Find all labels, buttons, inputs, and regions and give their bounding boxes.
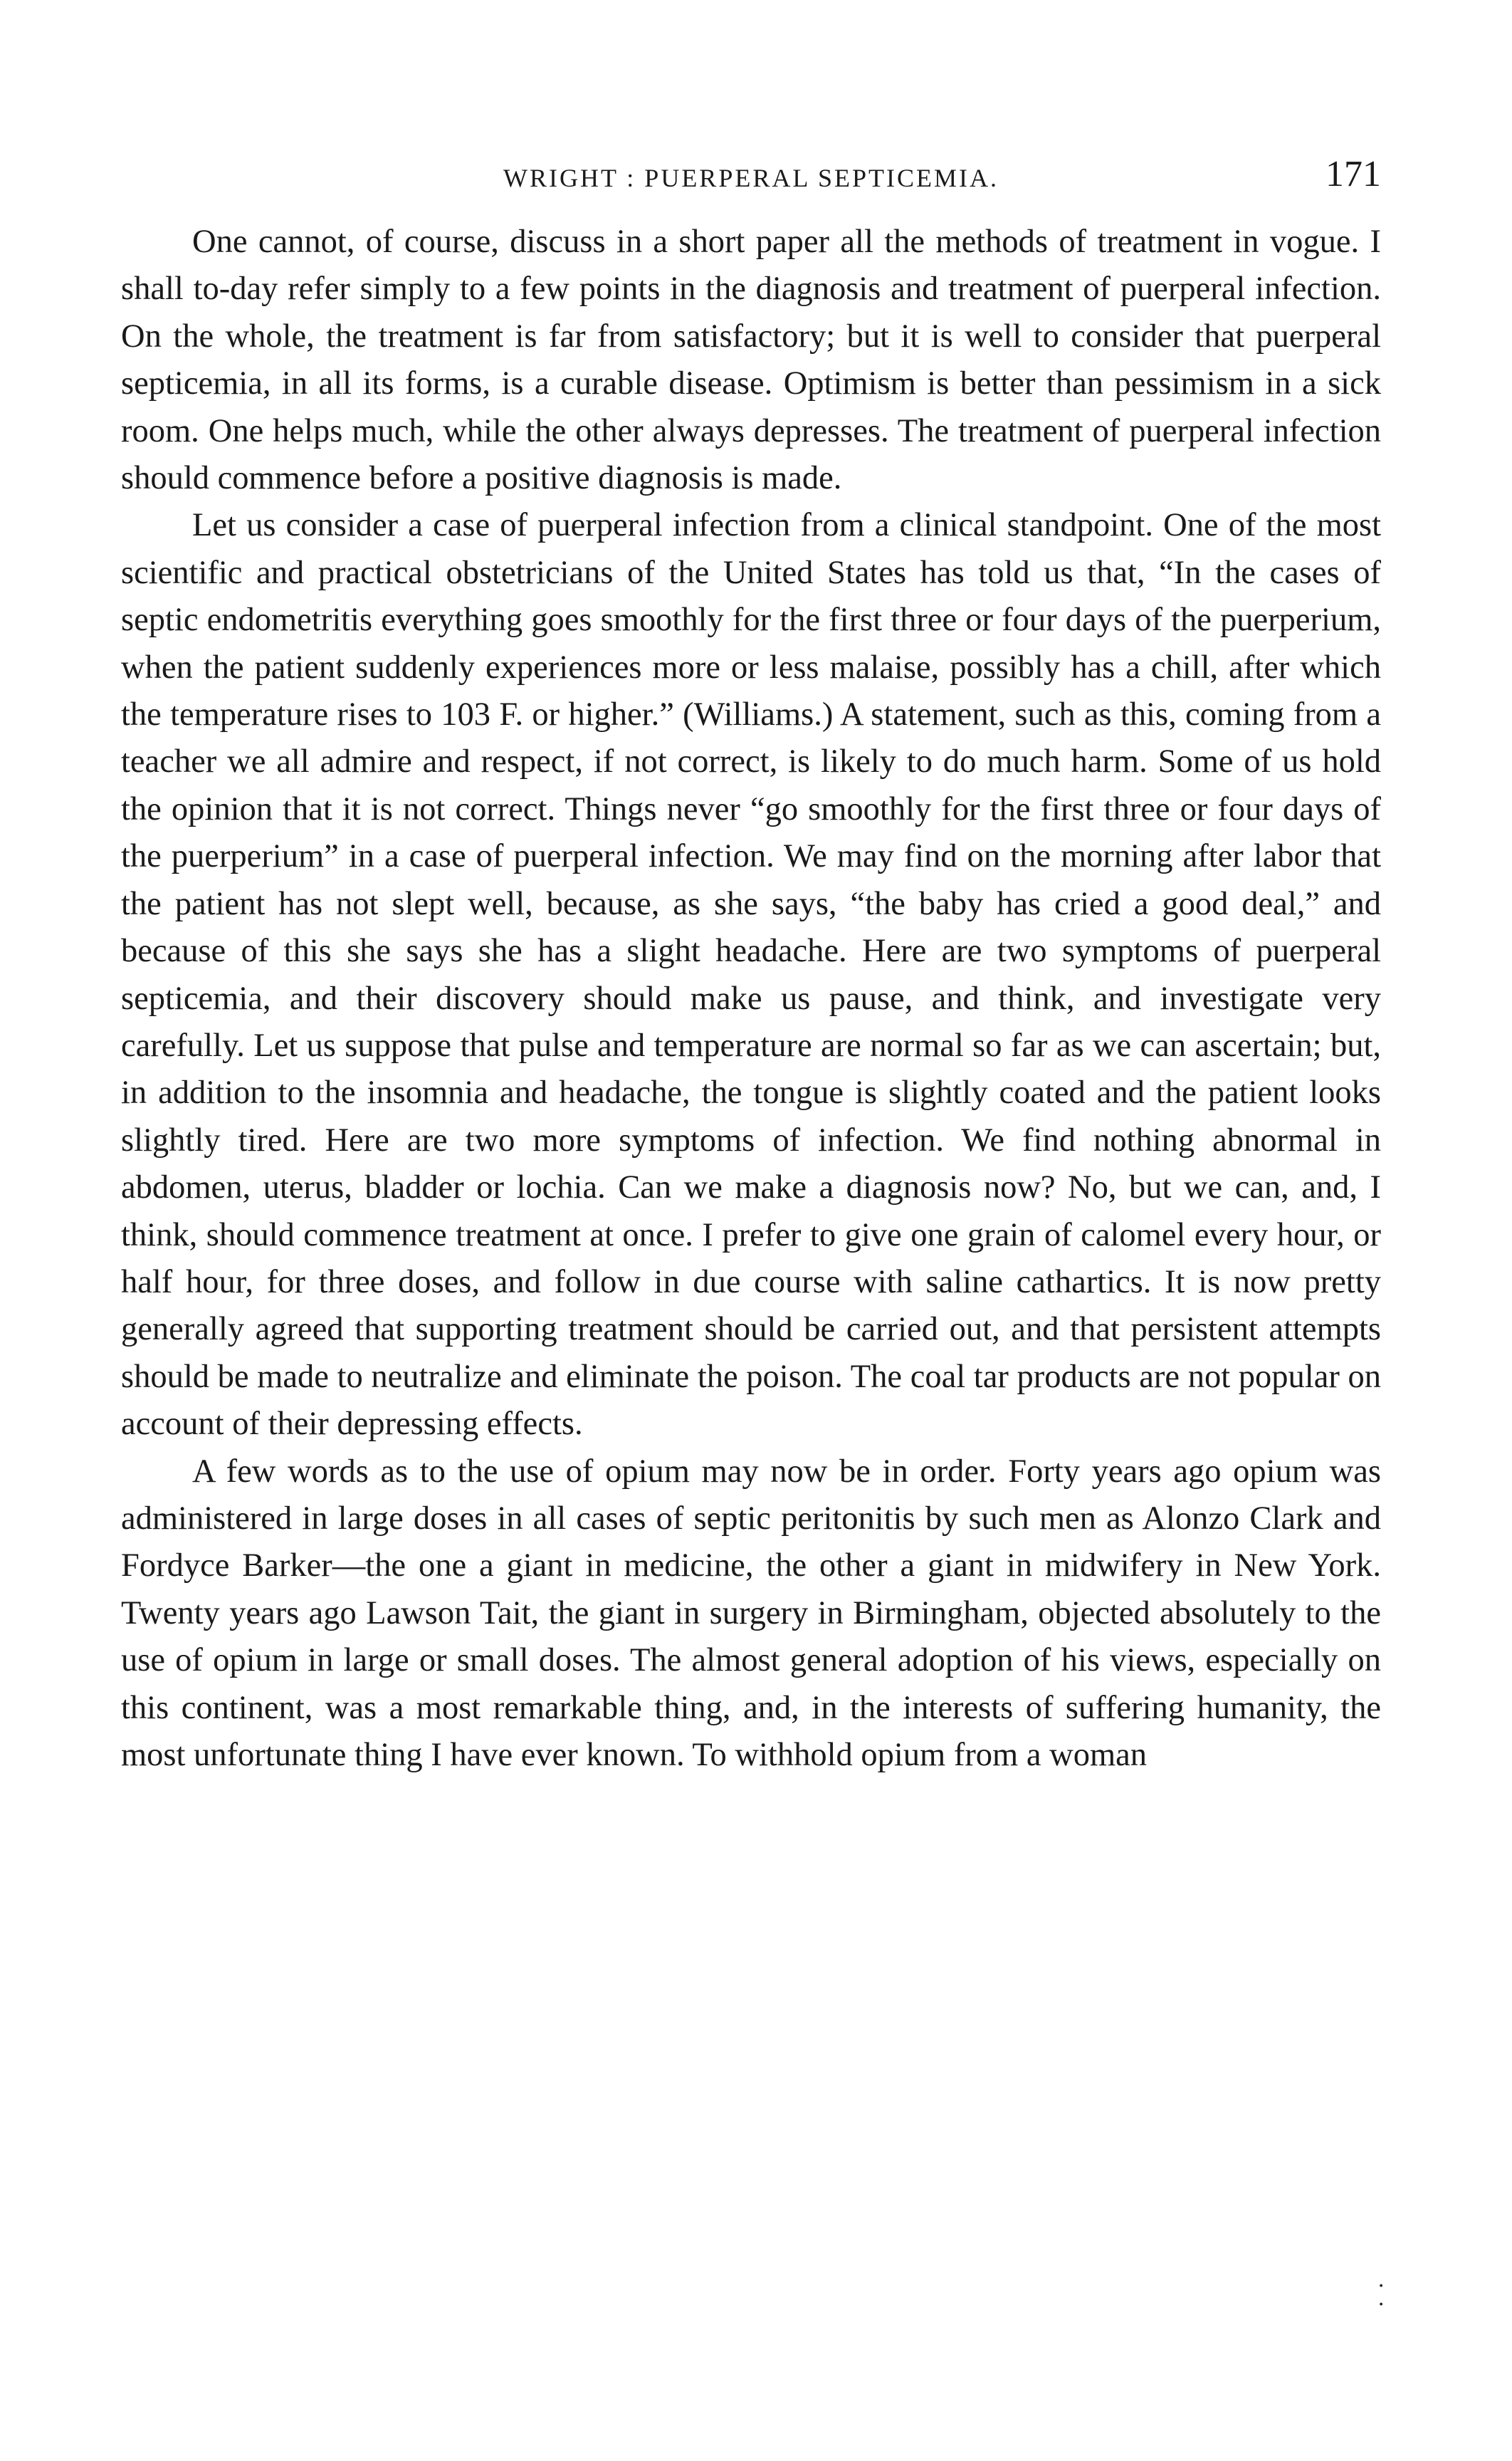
running-title: WRIGHT : PUERPERAL SEPTICEMIA.: [503, 164, 999, 192]
document-page: [121, 153, 1381, 1779]
page-number: 171: [1325, 154, 1381, 194]
printer-mark-decoration: ⋅ ⋅: [1377, 2274, 1385, 2316]
paragraph: A few words as to the use of opium may now be in order. Forty years ago opium was administered in large doses in all cases of septic peritonitis by such men as Alonzo Clark and Fordyce Barker—the one a giant in medicine, the other a giant in midwifery in New York. Twenty years ago Lawson Tait, the giant in surgery in Birmingham, objected absolutely to the use of opium in large or small doses. The almost general adoption of his views, especially on this continent, was a most remarkable thing, and, in the interests of suffering humanity, the most unfortunate thing I have ever known. To withhold opium from a woman: [121, 1453, 1381, 1773]
paragraph: One cannot, of course, discuss in a short paper all the methods of treatment in vogue. I shall to-day refer simply to a few points in the diagnosis and treatment of puerperal infection. On the whole, the treatment is far from satisfactory; but it is well to consider that puerperal septicemia, in all its forms, is a curable disease. Optimism is better than pessimism in a sick room. One helps much, while the other always depresses. The treatment of puerperal infection should commence before a positive diagnosis is made.: [121, 224, 1381, 497]
paragraph: Let us consider a case of puerperal infection from a clinical standpoint. One of the most scientific and practical obstetricians of the United States has told us that, “In the cases of septic endometritis everything goes smoothly for the first three or four days of the puerperium, when the patient suddenly experiences more or less malaise, possibly has a chill, after which the temperature rises to 103 F. or higher.” (Williams.) A statement, such as this, coming from a teacher we all admire and respect, if not correct, is likely to do much harm. Some of us hold the opinion that it is not correct. Things never “go smoothly for the first three or four days of the puerperium” in a case of puerperal infection. We may find on the morning after labor that the patient has not slept well, because, as she says, “the baby has cried a good deal,” and because of this she says she has a slight headache. Here are two symptoms of puerperal septicemia, and their discovery should make us pause, and think, and investigate very carefully. Let us suppose that pulse and temperature are normal so far as we can ascertain; but, in addition to the insomnia and headache, the tongue is slightly coated and the patient looks slightly tired. Here are two more symptoms of infection. We find nothing abnormal in abdomen, uterus, bladder or lochia. Can we make a diagnosis now? No, but we can, and, I think, should commence treatment at once. I prefer to give one grain of calomel every hour, or half hour, for three doses, and follow in due course with saline cathartics. It is now pretty generally agreed that supporting treatment should be carried out, and that persistent attempts should be made to neutralize and eliminate the poison. The coal tar products are not popular on account of their depressing effects.: [121, 507, 1381, 1443]
body-text: [121, 219, 1381, 1779]
running-header: [121, 153, 1381, 203]
